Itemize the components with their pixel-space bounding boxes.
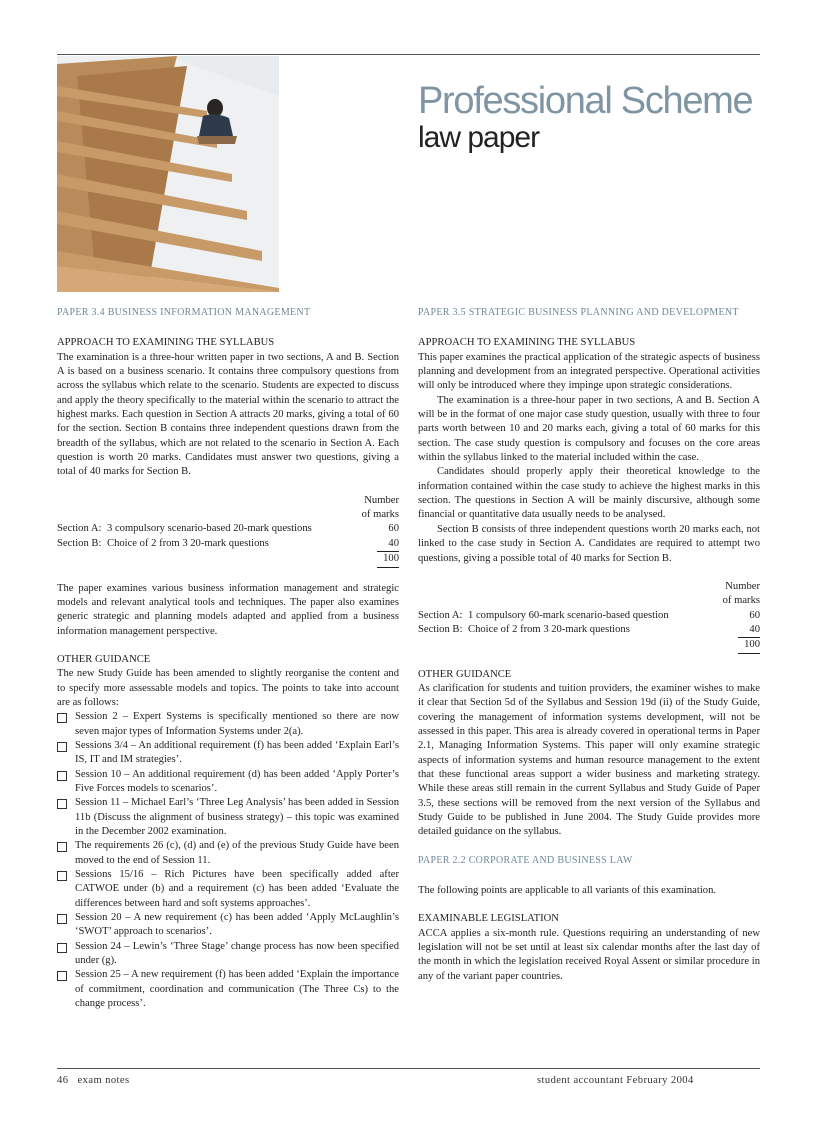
legislation-text: ACCA applies a six-month rule. Questions requiring an understanding of new legislation will not be set until at least six calendar months after the last day of the month in which the legislation received Royal Assent or similar procedure in any of the variant paper countries. <box>418 927 760 982</box>
checkbox-icon <box>57 943 67 953</box>
footer-page-number: 46 exam notes <box>57 1075 130 1086</box>
guidance-list <box>57 710 399 1011</box>
marks-description: Choice of 2 from 3 20-mark questions <box>468 623 630 635</box>
list-item: The requirements 26 (c), (d) and (e) of the previous Study Guide have been moved to the end of Session 11. <box>57 839 399 868</box>
checkbox-icon <box>57 914 67 924</box>
table-row <box>57 522 399 536</box>
marks-section-label: Section A: <box>57 523 102 535</box>
section-title-paper-2-2: PAPER 2.2 CORPORATE AND BUSINESS LAW <box>418 854 633 866</box>
paper-description: The paper examines various business information management and strategic models and relevant analytical tools and techniques. The paper also examines generic strategic and planning models adapted and applied from a business information management perspective. <box>57 582 399 637</box>
marks-header-of-marks: of marks <box>722 595 760 607</box>
marks-description: Choice of 2 from 3 20-mark questions <box>107 537 269 549</box>
list-item: Session 11 – Michael Earl’s ‘Three Leg Analysis’ has been added in Session 11b (Discuss the alignment of business strategy) – this topic was examined in the December 2002 examination. <box>57 796 399 839</box>
marks-header-number: Number <box>725 580 760 592</box>
list-item: Session 24 – Lewin’s ‘Three Stage’ change process has now been specified under (g). <box>57 940 399 969</box>
paragraph: Section B consists of three independent questions worth 20 marks each, not linked to the case study in Section A. Candidates are required to attempt two questions, giving a possible total of 40 marks for Section B. <box>418 523 760 564</box>
marks-value: 60 <box>749 609 760 621</box>
marks-section-label: Section B: <box>57 537 102 549</box>
other-guidance-text: The new Study Guide has been amended to slightly reorganise the content and to specify more assessable models and topics. The points to take into account are as follows: <box>57 668 399 708</box>
paragraph: This paper examines the practical application of the strategic aspects of business planning and development from an integrated perspective. Operational activities will only be introduced where they impinge upon strategic considerations. <box>418 351 760 392</box>
checkbox-icon <box>57 742 67 752</box>
list-item: Session 10 – An additional requirement (d) has been added ‘Apply Porter’s Five Forces models to scenarios’. <box>57 768 399 797</box>
list-item: Session 25 – A new requirement (f) has been added ‘Explain the importance of commitment, coordination and communication (The Three Cs) to the change process’. <box>57 968 399 1011</box>
checkbox-icon <box>57 799 67 809</box>
marks-value: 40 <box>377 537 399 552</box>
checkbox-icon <box>57 713 67 723</box>
marks-total: 100 <box>377 552 399 567</box>
marks-section-label: Section A: <box>418 609 463 621</box>
marks-total: 100 <box>738 638 760 653</box>
section-title-paper-3-4: PAPER 3.4 BUSINESS INFORMATION MANAGEMENT <box>57 307 311 318</box>
paragraph: The examination is a three-hour paper in two sections, A and B. Section A will be in the format of one major case study question, usually with three to four parts worth between 10 and 20 marks each, giving a total of 60 marks for this section. The case study question is compulsory and focuses on the core areas within the syllabus linked to the material included within the case. <box>418 394 760 464</box>
right-column <box>418 306 760 984</box>
other-guidance-heading: OTHER GUIDANCE <box>57 653 151 665</box>
checkbox-icon <box>57 771 67 781</box>
footer-publication: student accountant February 2004 <box>537 1075 694 1086</box>
checkbox-icon <box>57 871 67 881</box>
bottom-rule <box>57 1068 760 1069</box>
marks-section-label: Section B: <box>418 623 463 635</box>
table-row <box>418 609 760 623</box>
approach-heading: APPROACH TO EXAMINING THE SYLLABUS <box>418 337 636 349</box>
top-rule <box>57 54 760 55</box>
list-item: Session 2 – Expert Systems is specifically mentioned so there are now seven major types of Information Systems under 2(a). <box>57 710 399 739</box>
list-item: Sessions 3/4 – An additional requirement (f) has been added ‘Explain Earl’s IS, IT and IM strategies’. <box>57 739 399 768</box>
table-row <box>418 623 760 638</box>
marks-description: 3 compulsory scenario-based 20-mark questions <box>107 523 312 535</box>
table-row <box>57 537 399 552</box>
marks-header-of-marks: of marks <box>361 509 399 521</box>
left-column <box>57 306 399 1011</box>
section-title-paper-3-5: PAPER 3.5 STRATEGIC BUSINESS PLANNING AND DEVELOPMENT <box>418 307 739 318</box>
approach-heading: APPROACH TO EXAMINING THE SYLLABUS <box>57 337 275 349</box>
other-guidance-heading: OTHER GUIDANCE <box>418 668 512 680</box>
page-subtitle: law paper <box>418 121 540 154</box>
lecture-hall-photo <box>57 56 279 292</box>
other-guidance-text: As clarification for students and tuition providers, the examiner wishes to make it clear that Section 5d of the Syllabus and Session 19d (ii) of the Study Guide, covering the management of information systems development, will not be assessed in this paper. This area is already covered in operational terms in Paper 2.1, Managing Information Systems. This paper will only examine strategic aspects of information systems and human resource management to the extent that these functional areas support a wider business and marketing strategy. While these areas still remain in the current Syllabus and Study Guide of Paper 3.5, these sections will be removed from the next version of the Syllabus and Study Guide to be published in June 2004. The Study Guide provides more detailed guidance on the syllabus. <box>418 682 760 838</box>
approach-text: The examination is a three-hour written paper in two sections, A and B. Section A is based on a business scenario. It contains three compulsory questions from across the syllabus which relate to the scenario. Students are expected to discuss and apply the theory specifically to the material within the scenario to attract the highest marks. Each question in Section A attracts 20 marks, giving a total of 60 for the section. Section B contains three independent questions drawn from the breadth of the syllabus, which are not related to the scenario in Section A. Each question is worth 20 marks. Candidates must answer two questions, giving a total of 40 marks for Section B. <box>57 351 399 478</box>
checkbox-icon <box>57 842 67 852</box>
marks-header-number: Number <box>364 494 399 506</box>
list-item: Session 20 – A new requirement (c) has been added ‘Apply McLaughlin’s ‘SWOT’ approach to scenarios’. <box>57 911 399 940</box>
paragraph: Candidates should properly apply their theoretical knowledge to the information contained within the case study to achieve the highest marks in this section. The questions in Section A will be mainly discursive, although some financial or quantitative data usually needs to be analysed. <box>418 466 760 521</box>
list-item: Sessions 15/16 – Rich Pictures have been specifically added after CATWOE under (b) and a requirement (c) has been added ‘Evaluate the differences between hard and soft systems approaches’. <box>57 868 399 911</box>
marks-table <box>418 580 760 654</box>
paragraph: The following points are applicable to all variants of this examination. <box>418 885 717 897</box>
page-title: Professional Scheme <box>418 80 753 122</box>
checkbox-icon <box>57 971 67 981</box>
marks-table <box>57 494 399 568</box>
marks-value: 60 <box>388 523 399 535</box>
marks-value: 40 <box>738 623 760 638</box>
marks-description: 1 compulsory 60-mark scenario-based question <box>468 609 669 621</box>
examinable-legislation-heading: EXAMINABLE LEGISLATION <box>418 913 559 925</box>
